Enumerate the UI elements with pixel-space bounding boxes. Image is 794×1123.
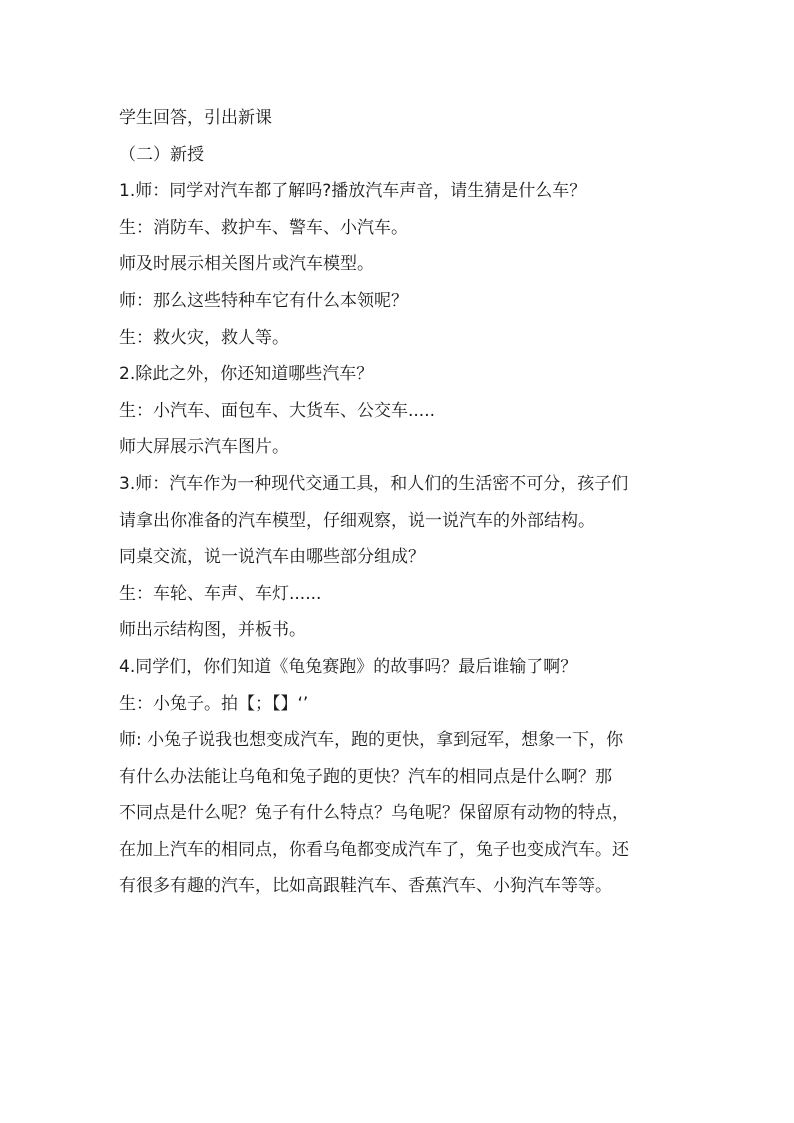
- text-line: 3.师：汽车作为一种现代交通工具，和人们的生活密不可分，孩子们: [119, 473, 629, 494]
- text-line: 请拿出你准备的汽车模型，仔细观察，说一说汽车的外部结构。: [119, 510, 595, 531]
- text-line: 生：救火灾，救人等。: [119, 327, 289, 348]
- text-line: 师大屏展示汽车图片。: [119, 437, 289, 458]
- text-line: 生：消防车、救护车、警车、小汽车。: [119, 217, 408, 238]
- text-line: 4.同学们，你们知道《龟兔赛跑》的故事吗？最后谁输了啊？: [119, 656, 578, 677]
- text-line: 师出示结构图，并板书。: [119, 620, 306, 641]
- text-line: 有什么办法能让乌龟和兔子跑的更快？汽车的相同点是什么啊？那: [119, 766, 612, 787]
- text-line: 1.师：同学对汽车都了解吗?播放汽车声音，请生猜是什么车？: [119, 181, 587, 202]
- text-line: 生：小汽车、面包车、大货车、公交车.....: [119, 400, 436, 421]
- text-line: 不同点是什么呢？兔子有什么特点？乌龟呢？保留原有动物的特点，: [119, 803, 629, 824]
- text-line: 师及时展示相关图片或汽车模型。: [119, 254, 374, 275]
- text-line: 在加上汽车的相同点，你看乌龟都变成汽车了，兔子也变成汽车。还: [119, 839, 629, 860]
- text-line: 师：那么这些特种车它有什么本领呢？: [119, 290, 408, 311]
- lesson-body: [119, 100, 679, 905]
- text-line: 同桌交流，说一说汽车由哪些部分组成？: [119, 547, 425, 568]
- text-line: 生：小兔子。拍【；【】‘’: [119, 693, 309, 714]
- text-line: 有很多有趣的汽车，比如高跟鞋汽车、香蕉汽车、小狗汽车等等。: [119, 876, 612, 897]
- text-line: 学生回答，引出新课: [119, 108, 272, 128]
- text-line: 师: 小兔子说我也想变成汽车，跑的更快，拿到冠军，想象一下，你: [119, 730, 624, 751]
- text-line: 2.除此之外，你还知道哪些汽车？: [119, 364, 374, 385]
- section-heading: （二）新授: [119, 144, 204, 165]
- text-line: 生：车轮、车声、车灯......: [119, 583, 322, 604]
